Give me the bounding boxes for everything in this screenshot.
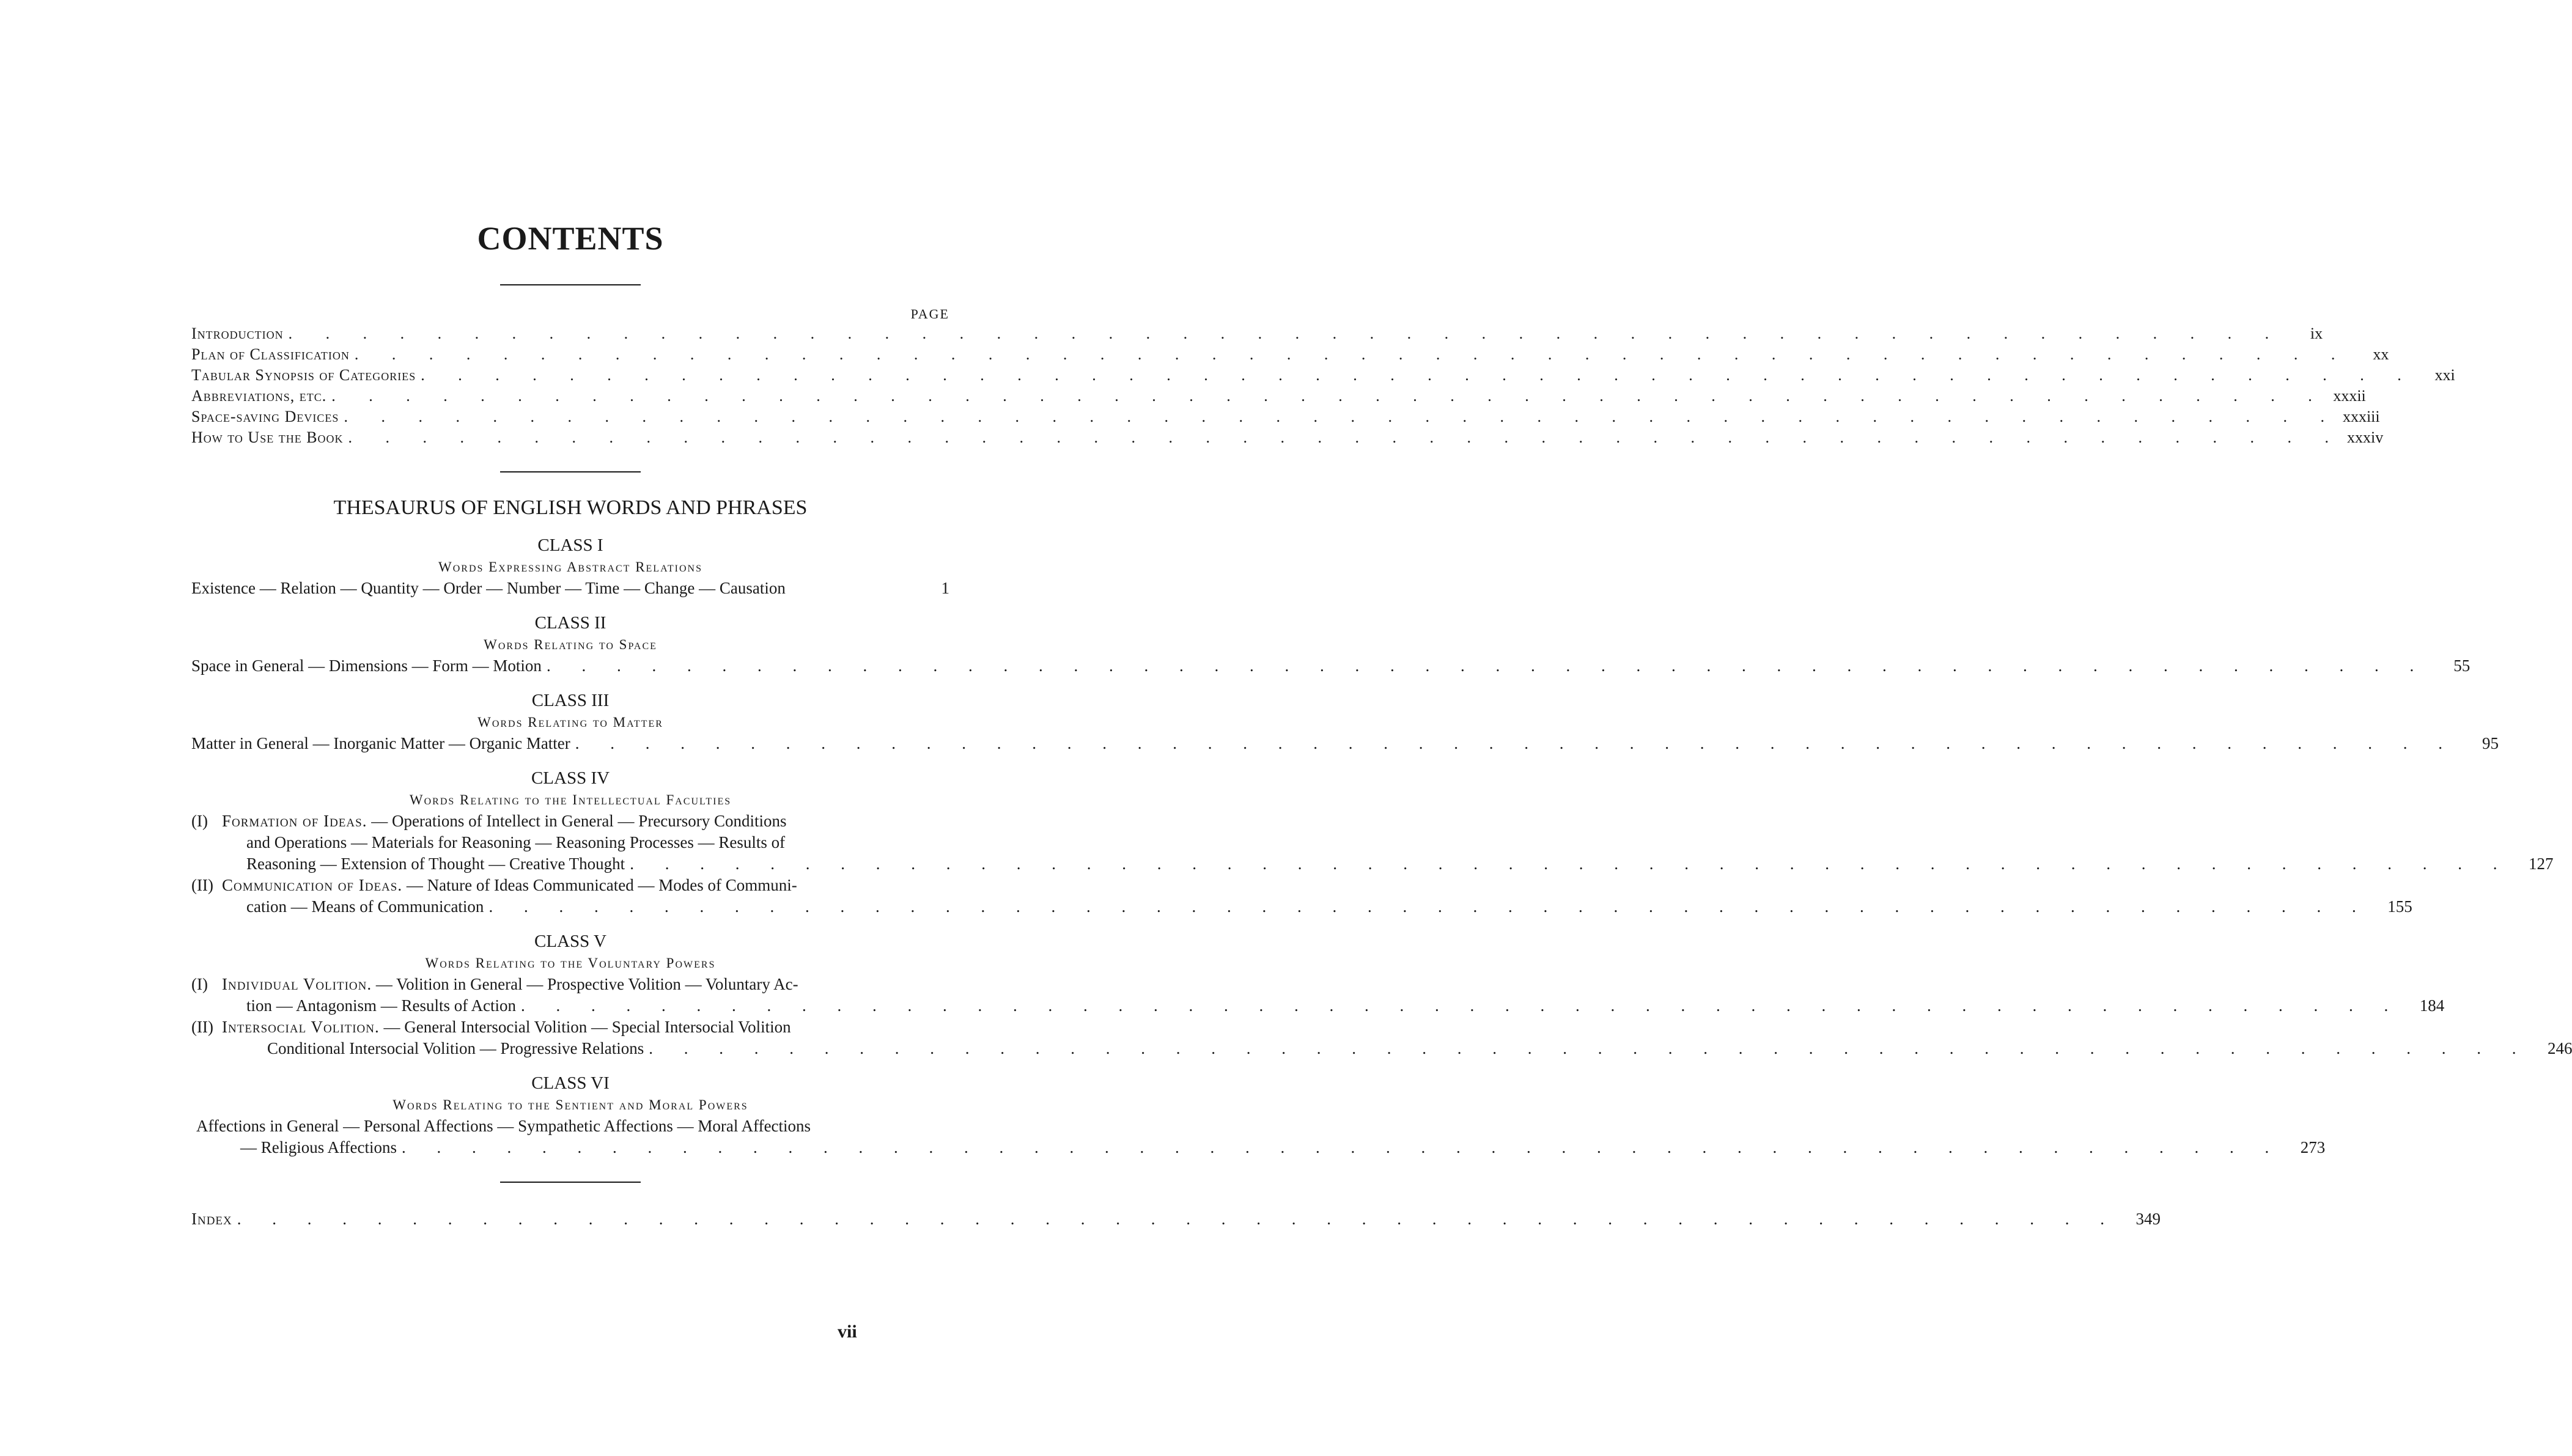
entry-text: — Nature of Ideas Communicated — Modes of Communi- bbox=[402, 876, 797, 894]
leader-dots bbox=[416, 366, 2416, 384]
class-subtitle: Words Relating to the Intellectual Faculties bbox=[409, 792, 732, 807]
entry-number: (I) bbox=[191, 975, 208, 993]
class-title: CLASS V bbox=[534, 932, 606, 951]
toc-entry[interactable] bbox=[191, 366, 2455, 387]
toc-entry-page: xxxiv bbox=[2347, 428, 2384, 446]
toc-entry-label: How to Use the Book bbox=[191, 428, 344, 446]
entry-text: — Volition in General — Prospective Volition — Voluntary Ac- bbox=[372, 975, 798, 993]
class-title: CLASS III bbox=[531, 691, 610, 710]
toc-entry[interactable] bbox=[191, 1017, 2572, 1059]
class-section bbox=[191, 930, 2572, 1059]
leader-dots bbox=[284, 325, 2284, 343]
leader-dots bbox=[516, 995, 2401, 1017]
toc-entry[interactable] bbox=[191, 974, 2445, 1017]
contents-page bbox=[191, 217, 2572, 1234]
leader-dots bbox=[339, 408, 2339, 426]
toc-entry-index[interactable] bbox=[191, 1210, 2161, 1234]
toc-entry-page: 1 bbox=[941, 579, 949, 597]
page-title: CONTENTS bbox=[477, 220, 664, 257]
toc-entry-page: ix bbox=[2310, 325, 2323, 342]
section-heading: THESAURUS OF ENGLISH WORDS AND PHRASES bbox=[333, 496, 808, 519]
toc-entry-page: 184 bbox=[2419, 996, 2445, 1015]
entry-text: — Religious Affections bbox=[240, 1138, 397, 1156]
toc-entry-page: xxi bbox=[2434, 366, 2455, 384]
toc-entry-page: 95 bbox=[2482, 734, 2499, 752]
leader-dots bbox=[644, 1038, 2529, 1059]
toc-entry-label: Matter in General — Inorganic Matter — Organic Matter bbox=[191, 734, 570, 752]
entry-heading: Formation of Ideas. bbox=[222, 812, 367, 830]
entry-heading: Individual Volition. bbox=[222, 975, 372, 993]
class-subtitle: Words Expressing Abstract Relations bbox=[438, 559, 702, 575]
divider bbox=[500, 284, 641, 285]
toc-entry[interactable] bbox=[191, 578, 949, 599]
entry-heading: Communication of Ideas. bbox=[222, 876, 403, 894]
class-subtitle: Words Relating to Matter bbox=[477, 715, 663, 730]
toc-entry-page: 349 bbox=[2135, 1210, 2161, 1228]
toc-entry-label: Space-saving Devices bbox=[191, 408, 339, 425]
toc-entry-label: Plan of Classification bbox=[191, 345, 350, 363]
toc-entry-page: xxxii bbox=[2333, 387, 2366, 405]
leader-dots bbox=[397, 1137, 2282, 1158]
class-subtitle: Words Relating to the Sentient and Moral Powers bbox=[392, 1097, 748, 1112]
toc-entry[interactable] bbox=[191, 345, 2389, 366]
class-subtitle: Words Relating to the Voluntary Powers bbox=[425, 955, 716, 971]
toc-entry[interactable] bbox=[191, 428, 2384, 449]
toc-entry[interactable] bbox=[191, 811, 2554, 875]
class-title: CLASS VI bbox=[531, 1073, 610, 1093]
toc-entry-label: Space in General — Dimensions — Form — Motion bbox=[191, 656, 542, 675]
toc-entry-page: xxxiii bbox=[2342, 408, 2380, 425]
class-section bbox=[191, 689, 2499, 754]
class-section bbox=[191, 1072, 2326, 1158]
toc-entry-page: 155 bbox=[2387, 897, 2412, 916]
entry-text: Conditional Intersocial Volition — Progressive Relations bbox=[267, 1039, 644, 1057]
leader-dots bbox=[625, 853, 2510, 875]
toc-entry-page: xx bbox=[2373, 345, 2389, 363]
leader-dots bbox=[570, 733, 2456, 754]
toc-entry[interactable] bbox=[191, 733, 2499, 754]
class-section bbox=[191, 767, 2554, 917]
toc-entry-page: 55 bbox=[2453, 656, 2471, 675]
toc-entry-label: Index bbox=[191, 1210, 232, 1228]
class-title: CLASS II bbox=[534, 613, 606, 633]
toc-entry-page: 127 bbox=[2528, 855, 2554, 873]
entry-text: tion — Antagonism — Results of Action bbox=[246, 996, 517, 1015]
page-number: vii bbox=[838, 1322, 857, 1342]
toc-entry[interactable] bbox=[191, 325, 2323, 345]
leader-dots bbox=[484, 896, 2369, 917]
class-section bbox=[191, 534, 949, 599]
entry-text: and Operations — Materials for Reasoning — Reasoning Processes — Results of bbox=[246, 833, 786, 851]
divider bbox=[500, 471, 641, 472]
toc-entry[interactable] bbox=[191, 387, 2366, 408]
entry-text: Affections in General — Personal Affections — Sympathetic Affections — Moral Affections bbox=[196, 1117, 811, 1135]
class-subtitle: Words Relating to Space bbox=[484, 637, 657, 652]
toc-entry[interactable] bbox=[191, 655, 2471, 677]
leader-dots bbox=[326, 387, 2327, 405]
page-column-heading: PAGE bbox=[910, 306, 949, 322]
toc-entry-page: 273 bbox=[2300, 1138, 2326, 1156]
entry-number: (I) bbox=[191, 812, 208, 830]
leader-dots bbox=[344, 428, 2344, 447]
entry-text: Reasoning — Extension of Thought — Creative Thought bbox=[246, 855, 625, 873]
toc-entry[interactable] bbox=[191, 875, 2412, 917]
entry-number: (II) bbox=[191, 1018, 213, 1036]
toc-entry-label: Introduction bbox=[191, 325, 284, 342]
entry-heading: Intersocial Volition. bbox=[222, 1018, 380, 1036]
class-title: CLASS I bbox=[537, 535, 603, 555]
divider bbox=[500, 1182, 641, 1183]
leader-dots bbox=[232, 1210, 2118, 1229]
toc-entry[interactable] bbox=[191, 408, 2380, 428]
leader-dots bbox=[350, 345, 2350, 364]
class-title: CLASS IV bbox=[531, 768, 610, 788]
entry-text: — General Intersocial Volition — Special Intersocial Volition bbox=[379, 1018, 791, 1036]
toc-entry-label: Abbreviations, etc. bbox=[191, 387, 327, 405]
entry-number: (II) bbox=[191, 876, 213, 894]
leader-dots bbox=[542, 655, 2427, 677]
toc-entry-page: 246 bbox=[2547, 1039, 2572, 1057]
entry-text: cation — Means of Communication bbox=[246, 897, 484, 916]
entry-text: — Operations of Intellect in General — Precursory Conditions bbox=[367, 812, 787, 830]
toc-entry[interactable] bbox=[191, 1116, 2326, 1158]
front-matter-list bbox=[191, 325, 2455, 449]
toc-entry-label: Tabular Synopsis of Categories bbox=[191, 366, 416, 384]
toc-entry-label: Existence — Relation — Quantity — Order — Number — Time — Change — Causation bbox=[191, 579, 786, 597]
class-section bbox=[191, 611, 2471, 677]
